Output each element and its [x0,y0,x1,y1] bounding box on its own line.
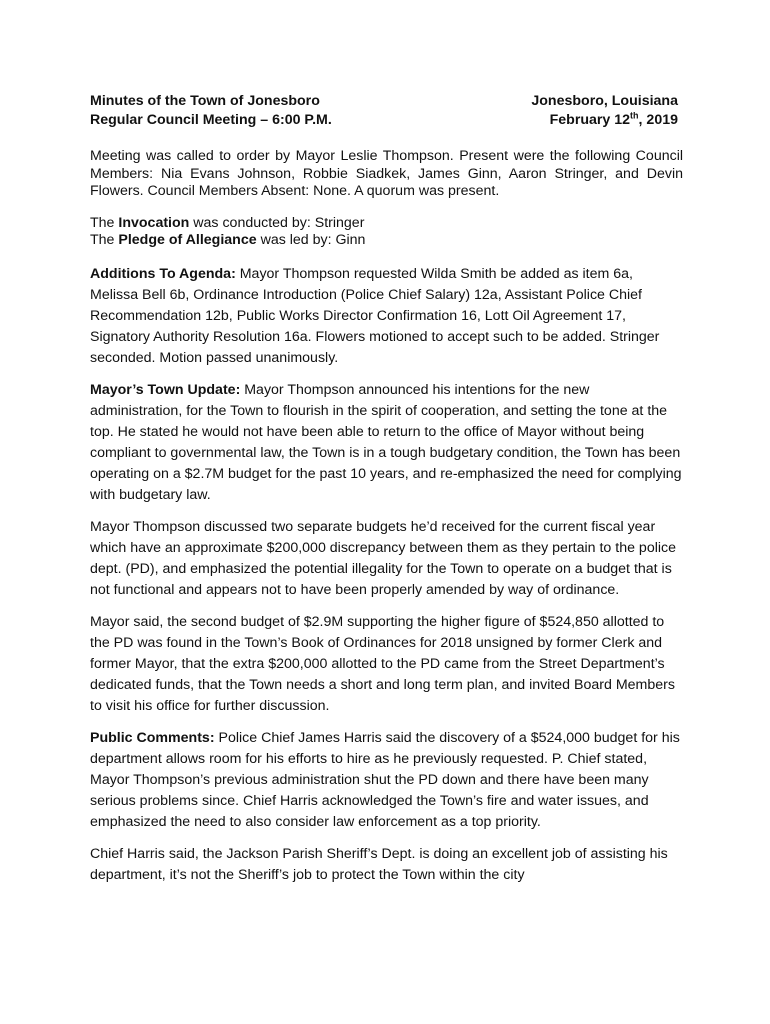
invocation-pre: The [90,214,119,231]
second-budget-paragraph: Mayor said, the second budget of $2.9M supporting the higher figure of $524,850 allotted to the PD was found in the Town’s Book of Ordinances for 2018 unsigned by former Clerk and former Mayor, that the extra $200,000 allotted to the PD came from the Street Department’s dedicated funds, that the Town needs a short and long term plan, and invited Board Members to visit his office for further discussion. [90,613,675,714]
public-comments-paragraph [90,728,683,833]
invocation-pledge-block [90,215,683,250]
sheriff-paragraph: Chief Harris said, the Jackson Parish Sheriff’s Dept. is doing an excellent job of assisting his department, it’s not the Sheriff’s job to protect the Town within the city [90,845,668,883]
document-header [90,92,678,130]
meeting-location: Jonesboro, Louisiana [531,93,678,109]
opening-paragraph: Meeting was called to order by Mayor Leslie Thompson. Present were the following Council Members: Nia Evans Johnson, Robbie Siadkek, James Ginn, Aaron Stringer, and Devin Flowers. Council Members Absent: None. A quorum was present. [90,148,683,199]
meeting-date [550,111,678,130]
invocation-text: was conducted by: Stringer [189,214,365,231]
pledge-text: was led by: Ginn [256,232,366,248]
mayor-update-paragraph [90,380,683,506]
additions-paragraph [90,264,683,369]
public-comments-label: Public Comments: [90,729,215,746]
pledge-label: Pledge of Allegiance [118,232,257,248]
date-suffix-sup: th [630,110,639,121]
document-title: Minutes of the Town of Jonesboro [90,93,320,109]
date-prefix: February 12 [549,112,631,128]
header-row-2 [90,111,678,130]
mayor-update-label: Mayor’s Town Update: [90,381,241,398]
budgets-paragraph: Mayor Thompson discussed two separate budgets he’d received for the current fiscal year which have an approximate $200,000 discrepancy between them as they pertain to the police dept. (PD), and emphasized the potential illegality for the Town to operate on a budget that is not functional and appears not to have been properly amended by way of ordinance. [90,518,676,598]
pledge-pre: The [90,232,119,248]
additions-label: Additions To Agenda: [90,265,236,282]
invocation-label: Invocation [118,214,190,231]
document-body [90,148,683,897]
header-row-1 [90,92,678,111]
meeting-type: Regular Council Meeting – 6:00 P.M. [90,112,332,128]
mayor-update-text: Mayor Thompson announced his intentions for the new administration, for the Town to flourish in the spirit of cooperation, and setting the tone at the top. He stated he would not have been able to return to the office of Mayor without being compliant to governmental law, the Town is in a tough budgetary condition, the Town has been operating on a $2.7M budget for the past 10 years, and re-emphasized the need for complying with budgetary law. [90,381,682,503]
invocation-line [90,215,683,233]
date-year: , 2019 [638,112,678,128]
additions-text: Mayor Thompson requested Wilda Smith be added as item 6a, Melissa Bell 6b, Ordinance Introduction (Police Chief Salary) 12a, Assistant Police Chief Recommendation 12b, Public Works Director Confirmation 16, Lott Oil Agreement 17, Signatory Authority Resolution 16a. Flowers motioned to accept such to be added. Stringer seconded. Motion passed unanimously. [90,265,660,366]
public-comments-text: Police Chief James Harris said the discovery of a $524,000 budget for his department allows room for his efforts to hire as he previously requested. P. Chief stated, Mayor Thompson’s previous administration shut the PD down and there have been many serious problems since. Chief Harris acknowledged the Town’s fire and water issues, and emphasized the need to also consider law enforcement as a top priority. [90,729,680,830]
pledge-line [90,232,683,250]
